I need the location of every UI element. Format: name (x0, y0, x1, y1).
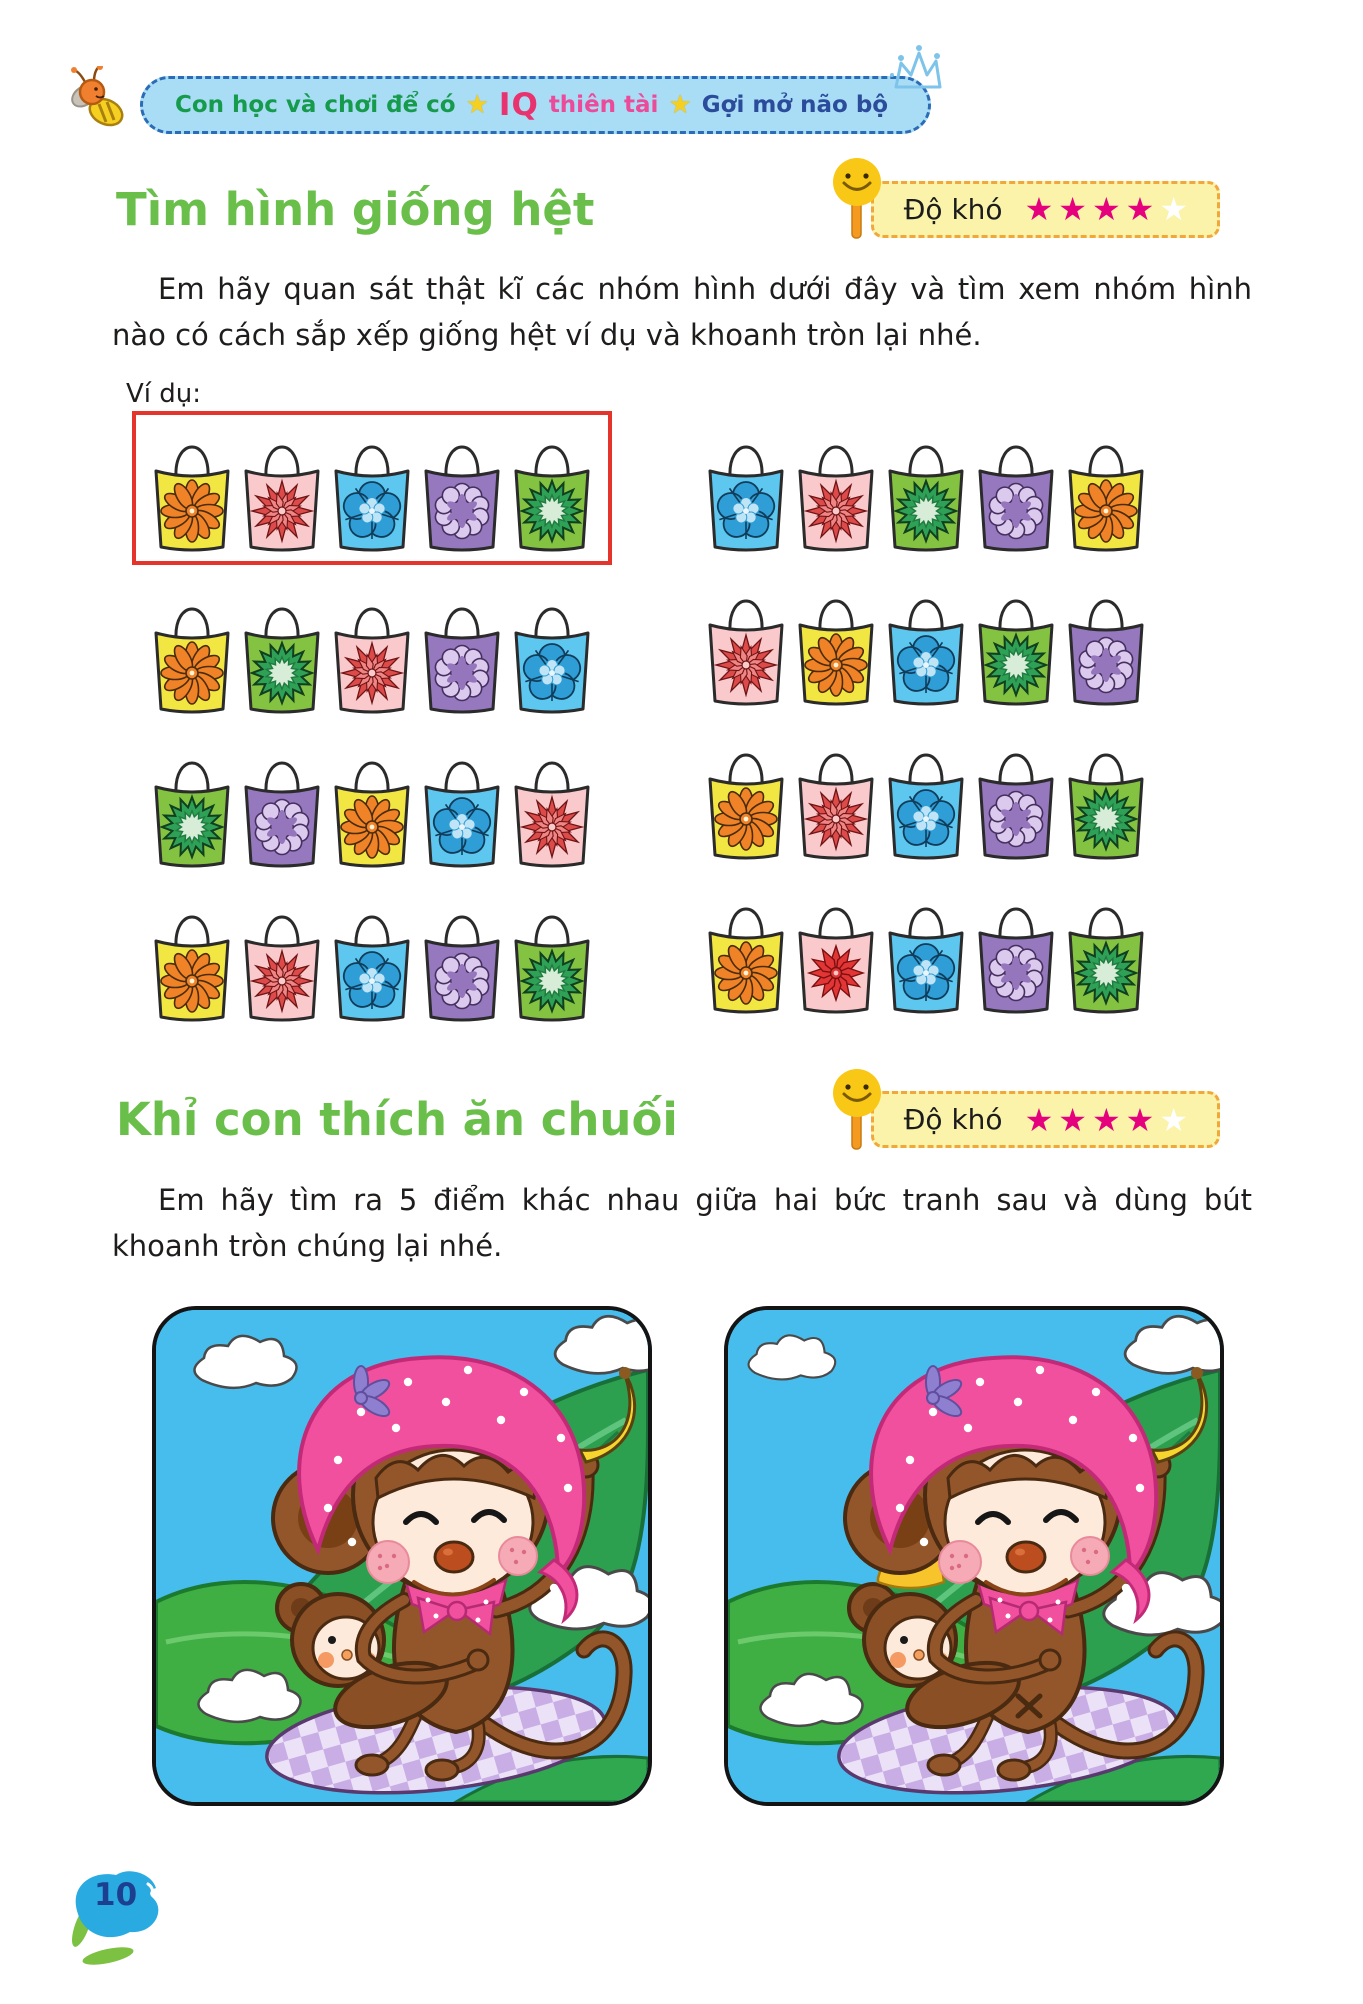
gift-bag-yellow (1064, 423, 1148, 553)
gift-bag-blue (884, 577, 968, 707)
star-icon: ★ (1159, 190, 1193, 228)
gift-bag-blue (330, 423, 414, 553)
star-icon: ★ (1024, 190, 1059, 228)
gift-bag-green (1064, 731, 1148, 861)
difficulty-label: Độ khó (903, 192, 1003, 226)
gift-bag-pink (794, 423, 878, 553)
star-icon: ★ (1024, 1100, 1059, 1139)
difficulty-stars (1024, 190, 1193, 228)
flower-green_star (522, 481, 582, 541)
gift-bag-yellow (150, 585, 234, 715)
monkey-picture-left (156, 1310, 648, 1802)
gift-bag-yellow (704, 885, 788, 1015)
gift-bag-blue (884, 885, 968, 1015)
gift-bag-blue (704, 423, 788, 553)
section1-instruction: Em hãy quan sát thật kĩ các nhóm hình dưới đây và tìm xem nhóm hình nào có cách sắp xếp giống hệt ví dụ và khoanh tròn lại nhé. (112, 272, 1252, 353)
gift-bag-purple (420, 585, 504, 715)
header-text-middle: thiên tài (548, 92, 659, 118)
bag-group-left (150, 423, 594, 1023)
crown-icon (886, 45, 944, 95)
star-icon: ★ (465, 90, 489, 120)
gift-bag-green (510, 893, 594, 1023)
difficulty-stars (1024, 1100, 1193, 1139)
gift-bag-yellow (150, 423, 234, 553)
smiley-lollipop-icon (831, 1067, 883, 1153)
gift-bag-purple (420, 893, 504, 1023)
flower-green_star (986, 635, 1046, 695)
gift-bag-pink (794, 731, 878, 861)
star-icon: ★ (1091, 190, 1126, 228)
gift-bag-purple (974, 423, 1058, 553)
star-icon: ★ (1058, 190, 1092, 228)
gift-bag-yellow (150, 893, 234, 1023)
flower-green_star (162, 797, 222, 857)
page-number: 10 (94, 1877, 138, 1913)
star-icon: ★ (1125, 1100, 1160, 1139)
gift-bag-pink (510, 739, 594, 869)
flower-green_star (252, 643, 312, 703)
star-icon: ★ (1091, 1100, 1126, 1139)
gift-bag-green (884, 423, 968, 553)
gift-bag-purple (240, 739, 324, 869)
gift-bag-green (150, 739, 234, 869)
bag-row-right-1 (704, 423, 1148, 553)
gift-bag-pink (704, 577, 788, 707)
example-label: Ví dụ: (126, 378, 202, 409)
bag-row-left-2 (150, 585, 594, 715)
gift-bag-pink (240, 423, 324, 553)
gift-bag-green (240, 585, 324, 715)
header-banner (140, 76, 931, 134)
page-header (66, 66, 1363, 134)
gift-bag-green (1064, 885, 1148, 1015)
gift-bag-purple (1064, 577, 1148, 707)
gift-bag-yellow (794, 577, 878, 707)
picture-frame-left (152, 1306, 652, 1806)
flower-green_star (1076, 789, 1136, 849)
star-icon: ★ (668, 90, 692, 120)
section2-instruction: Em hãy tìm ra 5 điểm khác nhau giữa hai bức tranh sau và dùng bút khoanh tròn chúng lại nhé. (112, 1182, 1252, 1264)
bee-icon (66, 66, 132, 130)
example-row (132, 411, 612, 565)
gift-bag-yellow (704, 731, 788, 861)
gift-bag-yellow (330, 739, 414, 869)
gift-bag-blue (420, 739, 504, 869)
flower-green_star (1076, 943, 1136, 1003)
gift-bag-pink (240, 893, 324, 1023)
bag-row-right-2 (704, 577, 1148, 707)
page-number-badge (56, 1864, 186, 1974)
difficulty-box (871, 1091, 1220, 1148)
header-text-right: Gợi mở não bộ (701, 92, 889, 118)
bag-row-left-4 (150, 893, 594, 1023)
star-icon: ★ (1058, 1100, 1092, 1139)
bag-group-right (704, 423, 1148, 1023)
spot-difference-pictures (152, 1306, 1363, 1806)
flower-green_star (896, 481, 956, 541)
gift-bag-blue (884, 731, 968, 861)
gift-bag-blue (330, 893, 414, 1023)
gift-bag-green (510, 423, 594, 553)
gift-bag-blue (510, 585, 594, 715)
difficulty-badge-2 (831, 1087, 1220, 1153)
bag-grids (150, 423, 1363, 1023)
flower-green_star (522, 951, 582, 1011)
picture-frame-right (724, 1306, 1224, 1806)
gift-bag-pink (330, 585, 414, 715)
header-iq: IQ (498, 87, 539, 123)
smiley-lollipop-icon (831, 156, 883, 242)
gift-bag-purple (974, 885, 1058, 1015)
difficulty-label: Độ khó (903, 1103, 1003, 1137)
section1-title: Tìm hình giống hệt (116, 182, 595, 236)
monkey-picture-right (728, 1310, 1220, 1802)
star-icon: ★ (1125, 190, 1160, 228)
header-text-left: Con học và chơi để có (175, 92, 456, 118)
gift-bag-purple (420, 423, 504, 553)
gift-bag-pink (794, 885, 878, 1015)
bag-row-right-4 (704, 885, 1148, 1015)
bag-row-left-3 (150, 739, 594, 869)
difficulty-box (871, 181, 1220, 238)
gift-bag-green (974, 577, 1058, 707)
difficulty-badge-1 (831, 176, 1220, 242)
gift-bag-purple (974, 731, 1058, 861)
bag-row-right-3 (704, 731, 1148, 861)
star-icon: ★ (1159, 1100, 1193, 1139)
section2-title: Khỉ con thích ăn chuối (116, 1093, 678, 1147)
